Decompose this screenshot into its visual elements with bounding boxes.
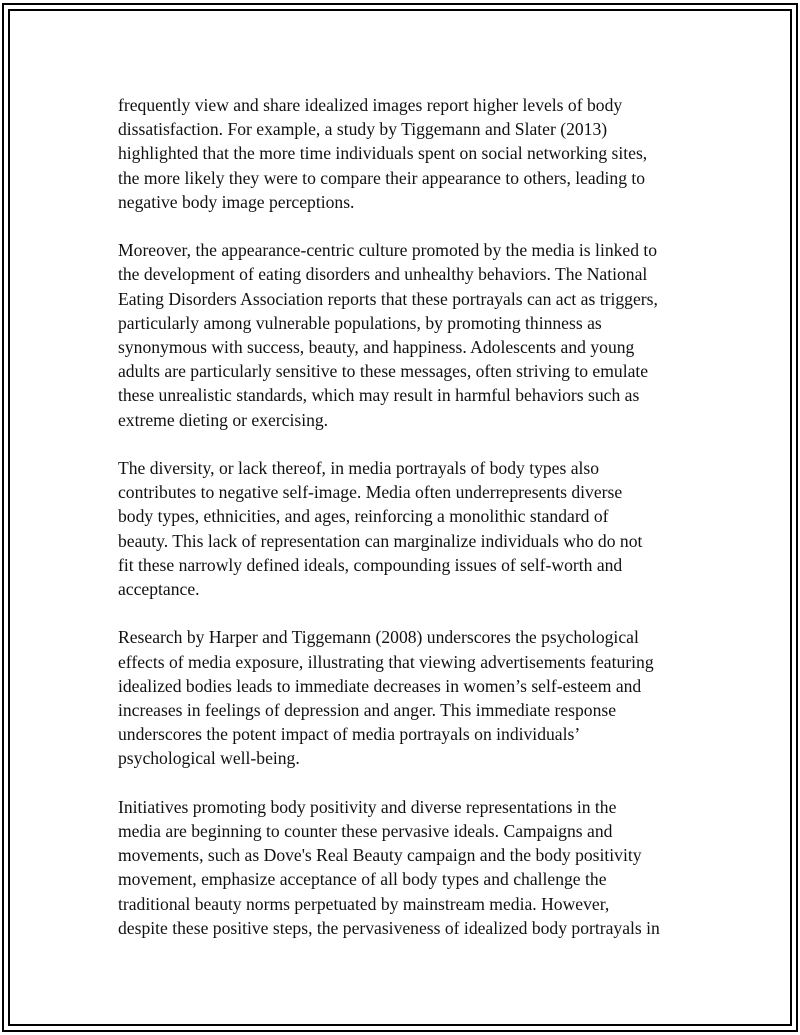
document-body: [118, 93, 698, 964]
paragraph-body-positivity-initiatives: Initiatives promoting body positivity and diverse representations in the media are beginning to counter these pervasive ideals. Campaigns and movements, such as Dove's Real Beauty campaign and the body positivity movement, emphasize acceptance of all body types and challenge the traditional beauty norms perpetuated by mainstream media. However, despite these positive steps, the pervasiveness of idealized body portrayals in: [118, 796, 660, 938]
paragraph-body-image-studies: frequently view and share idealized images report higher levels of body dissatisfaction. For example, a study by Tiggemann and Slater (2013) highlighted that the more time individuals spent on social networking sites, the more likely they were to compare their appearance to others, leading to negative body image perceptions.: [118, 95, 648, 212]
paragraph-eating-disorders: Moreover, the appearance-centric culture promoted by the media is linked to the development of eating disorders and unhealthy behaviors. The National Eating Disorders Association reports that these portrayals can act as triggers, particularly among vulnerable populations, by promoting thinness as synonymous with success, beauty, and happiness. Adolescents and young adults are particularly sensitive to these messages, often striving to emulate these unrealistic standards, which may result in harmful behaviors such as extreme dieting or exercising.: [118, 240, 658, 430]
paragraph-research-harper-tiggemann: Research by Harper and Tiggemann (2008) underscores the psychological effects of media exposure, illustrating that viewing advertisements featuring idealized bodies leads to immediate decreases in women’s self-esteem and increases in feelings of depression and anger. This immediate response underscores the potent impact of media portrayals on individuals’ psychological well-being.: [118, 627, 654, 769]
paragraph-diversity: The diversity, or lack thereof, in media portrayals of body types also contributes to negative self-image. Media often underrepresents diverse body types, ethnicities, and ages, reinforcing a monolithic standard of beauty. This lack of representation can marginalize individuals who do not fit these narrowly defined ideals, compounding issues of self-worth and acceptance.: [118, 458, 643, 600]
